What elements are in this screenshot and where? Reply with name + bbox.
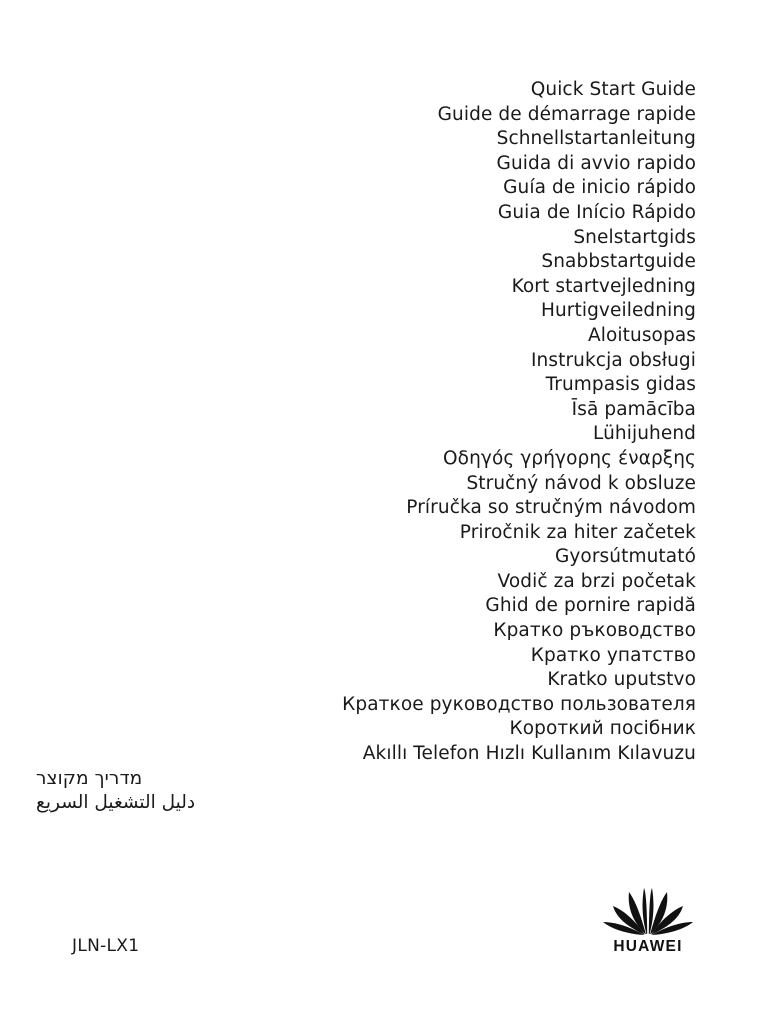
- guide-title-sl: Priročnik za hiter začetek: [459, 521, 696, 543]
- guide-title-de: Schnellstartanleitung: [496, 128, 696, 150]
- guide-title-uk: Короткий посібник: [509, 718, 696, 740]
- guide-title-hu: Gyorsútmutató: [554, 546, 696, 568]
- huawei-logo: [598, 880, 698, 956]
- guide-title-fr: Guide de démarrage rapide: [437, 103, 696, 125]
- guide-title-tr: Akıllı Telefon Hızlı Kullanım Kılavuzu: [362, 743, 696, 765]
- guide-title-sr: Kratko uputstvo: [547, 669, 696, 691]
- guide-title-pt: Guia de Início Rápido: [497, 201, 696, 223]
- guide-title-bg: Кратко ръководство: [493, 620, 696, 642]
- guide-title-cs: Stručný návod k obsluze: [466, 472, 696, 494]
- guide-title-lt: Trumpasis gidas: [545, 374, 696, 396]
- guide-title-sv: Snabbstartguide: [541, 251, 696, 273]
- guide-title-ro: Ghid de pornire rapidă: [485, 595, 696, 617]
- guide-title-sk: Príručka so stručným návodom: [406, 497, 696, 519]
- guide-title-lv: Īsā pamācība: [571, 398, 696, 420]
- guide-title-he: מדריך מקוצר: [36, 767, 143, 789]
- guide-title-nl: Snelstartgids: [573, 226, 696, 248]
- guide-title-list: [36, 78, 696, 816]
- guide-title-no: Hurtigveiledning: [540, 300, 696, 322]
- guide-title-hr: Vodič za brzi početak: [497, 570, 696, 592]
- guide-title-ar: دليل التشغيل السريع: [36, 792, 196, 814]
- guide-title-pl: Instrukcja obsługi: [530, 349, 696, 371]
- guide-title-mk: Кратко упатство: [530, 644, 696, 666]
- guide-title-es: Guía de inicio rápido: [503, 177, 696, 199]
- guide-title-da: Kort startvejledning: [511, 275, 696, 297]
- guide-title-et: Lühijuhend: [592, 423, 696, 445]
- huawei-flower-logo-icon: [599, 880, 697, 936]
- guide-title-ru: Краткое руководство пользователя: [342, 693, 696, 715]
- guide-title-it: Guida di avvio rapido: [496, 152, 696, 174]
- guide-title-en: Quick Start Guide: [530, 79, 696, 100]
- model-number: JLN-LX1: [72, 936, 140, 956]
- brand-wordmark: HUAWEI: [613, 938, 683, 955]
- guide-title-el: Οδηγός γρήγορης έναρξης: [443, 447, 696, 469]
- guide-title-fi: Aloitusopas: [587, 324, 696, 346]
